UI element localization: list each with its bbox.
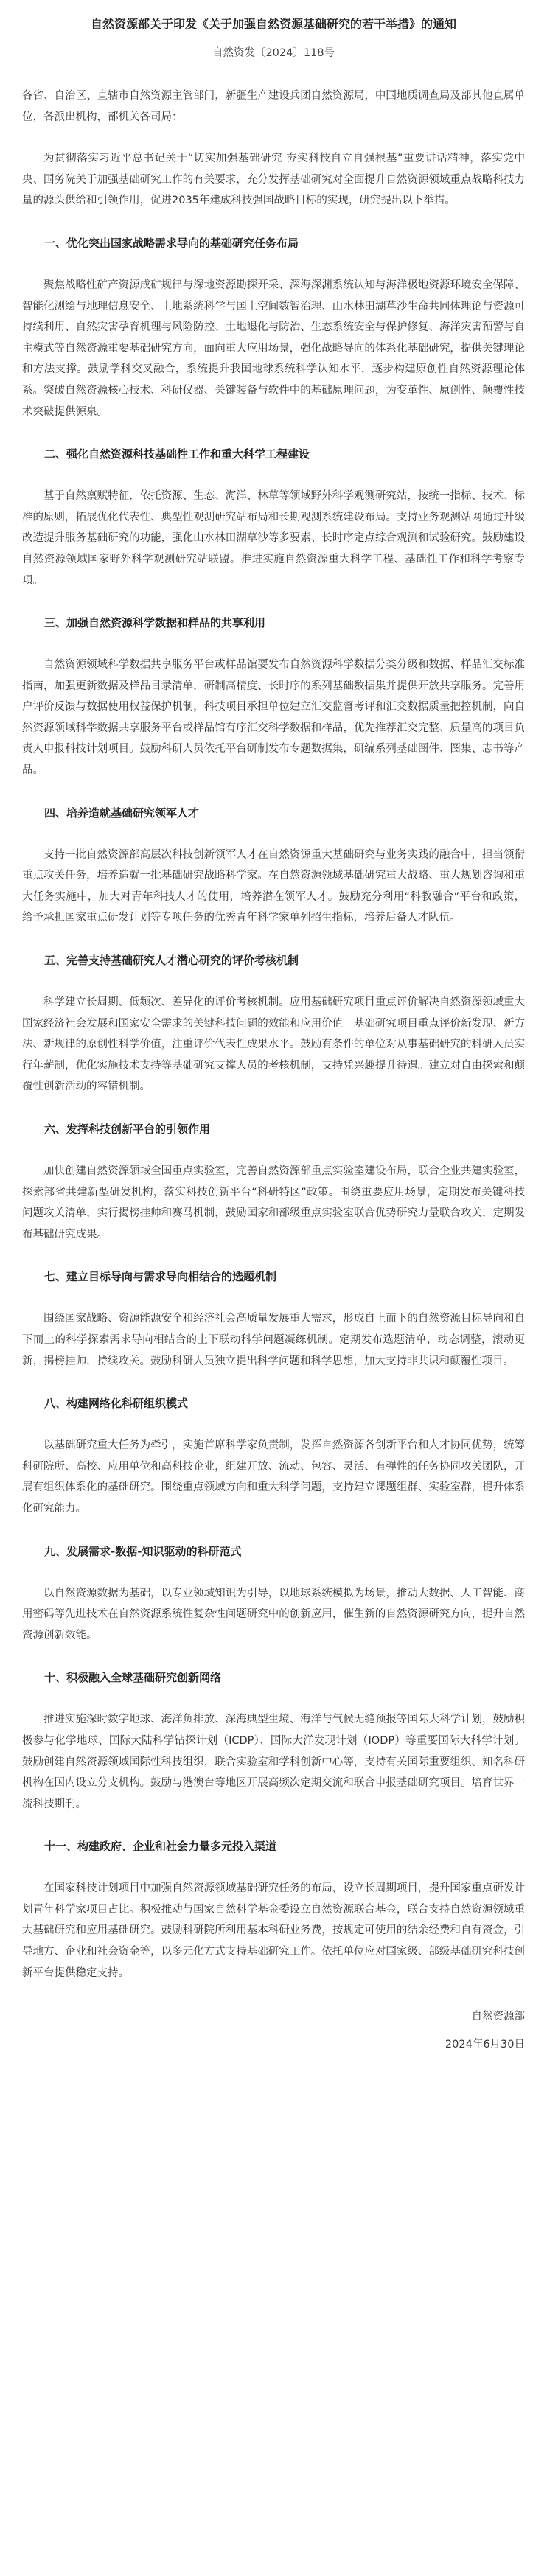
section-8-paragraph: 以基础研究重大任务为牵引，实施首席科学家负责制，发挥自然资源各创新平台和人才协同优势，统筹科研院所、高校、应用单位和高科技企业，组建开放、流动、包容、灵活、有弹性的任务协同攻关团队，开展有组织体系化的基础研究。围绕重点领域方向和重大科学问题，支持建立课题组群、实验室群，提升体系化研究能力。 (22, 1439, 525, 1515)
document-title: 自然资源部关于印发《关于加强自然资源基础研究的若干举措》的通知 (90, 17, 456, 31)
issuer-signature: 自然资源部 (471, 2011, 525, 2023)
section-heading-9: 九、发展需求-数据-知识驱动的科研范式 (44, 1544, 242, 1558)
section-11-paragraph: 在国家科技计划项目中加强自然资源领域基础研究任务的布局，设立长周期项目，提升国家重点研发计划青年科学家项目占比。积极推动与国家自然科学基金委设立自然资源联合基金，联合支持自然资源领域重大基础研究和应用基础研究。鼓励科研院所利用基本科研业务费，按规定可使用的结余经费和自有资金，引导地方、企业和社会资金等，以多元化方式支持基础研究工作。依托单位应对国家级、部级基础研究科技创新平台提供稳定支持。 (22, 1882, 525, 1979)
section-heading-5: 五、完善支持基础研究人才潜心研究的评价考核机制 (44, 954, 299, 968)
section-heading-6: 六、发挥科技创新平台的引领作用 (44, 1123, 211, 1136)
section-heading-8: 八、构建网络化科研组织模式 (44, 1397, 189, 1411)
section-2-paragraph: 基于自然禀赋特征，依托资源、生态、海洋、林草等领域野外科学观测研究站，按统一指标、技术、标准的原则，拓展优化代表性、典型性观测研究站布局和长期观测系统建设布局。支持业务观测站网通过升级改造提升服务基础研究的功能，强化山水林田湖草沙等多要素、长时序定点综合观测和试验研究。鼓励建设自然资源领域国家野外科学观测研究站联盟。推进实施自然资源重大科学工程、基础性工作和科学考察专项。 (22, 490, 525, 587)
section-6-paragraph: 加快创建自然资源领域全国重点实验室，完善自然资源部重点实验室建设布局，联合企业共建实验室，探索部省共建新型研发机构，落实科技创新平台“科研特区”政策。围绕重要应用场景，定期发布关键科技问题攻关清单，实行揭榜挂帅和赛马机制，鼓励国家和部级重点实验室联合优势研究力量联合攻关，定期发布基础研究成果。 (22, 1165, 525, 1240)
section-heading-7: 七、建立目标导向与需求导向相结合的选题机制 (44, 1270, 277, 1284)
issue-date: 2024年6月30日 (445, 2039, 525, 2051)
section-7-paragraph: 围绕国家战略、资源能源安全和经济社会高质量发展重大需求，形成自上而下的自然资源目标导向和自下而上的科学探索需求导向相结合的上下联动科学问题凝练机制。定期发布选题清单，动态调整，滚动更新，揭榜挂帅，持续攻关。鼓励科研人员独立提出科学问题和科学思想，加大支持非共识和颠覆性项目。 (22, 1313, 525, 1367)
section-9-paragraph: 以自然资源数据为基础，以专业领域知识为引导，以地球系统模拟为场景，推动大数据、人工智能、商用密码等先进技术在自然资源系统性复杂性问题研究中的创新应用，催生新的自然资源研究方向，提升自然资源创新效能。 (22, 1587, 525, 1641)
section-heading-10: 十、积极融入全球基础研究创新网络 (44, 1671, 222, 1685)
section-heading-3: 三、加强自然资源科学数据和样品的共享利用 (44, 616, 266, 630)
section-heading-4: 四、培养造就基础研究领军人才 (44, 806, 200, 820)
intro-paragraph: 为贯彻落实习近平总书记关于“切实加强基础研究 夯实科技自立自强根基”重要讲话精神，落实党中央、国务院关于加强基础研究工作的有关要求，充分发挥基础研究对全面提升自然资源领域重点战略科技力量的源头供给和引领作用，促进2035年建成科技强国战略目标的实现，研究提出以下举措。 (22, 153, 525, 207)
document-number: 自然资发〔2024〕118号 (212, 47, 335, 59)
section-1-paragraph: 聚焦战略性矿产资源成矿规律与深地资源勘探开采、深海深渊系统认知与海洋极地资源环境安全保障、智能化测绘与地理信息安全、土地系统科学与国土空间数智治理、山水林田湖草沙生命共同体理论与资源可持续利用、自然灾害孕育机理与风险防控、土地退化与防治、生态系统安全与保护修复、海洋灾害预警与自主模式等自然资源重要基础研究方向，面向重大应用场景，强化战略导向的体系化基础研究，提供关键理论和方法支撑。鼓励学科交叉融合，系统提升我国地球系统科学认知水平，逐步构建原创性自然资源理论体系。突破自然资源核心技术、科研仪器、关键装备与软件中的基础原理问题，为变革性、原创性、颠覆性技术突破提供源泉。 (22, 279, 525, 418)
section-5-paragraph: 科学建立长周期、低频次、差异化的评价考核机制。应用基础研究项目重点评价解决自然资源领域重大国家经济社会发展和国家安全需求的关键科技问题的效能和应用价值。基础研究项目重点评价新发现、新方法、新规律的原创性科学价值，注重评价代表性成果水平。鼓励有条件的单位对从事基础研究的科研人员实行年薪制，优化实施技术支持等基础研究支撑人员的考核机制，支持凭兴趣提升待遇。建立对自由探索和颠覆性创新活动的容错机制。 (22, 996, 525, 1093)
section-10-paragraph: 推进实施深时数字地球、海洋负排放、深海典型生境、海洋与气候无缝预报等国际大科学计划，鼓励积极参与化学地球、国际大陆科学钻探计划（ICDP）、国际大洋发现计划（IODP）等重要国际大科学计划。鼓励创建自然资源领域国际性科技组织，联合实验室和学科创新中心等，支持有关国际重要组织、知名科研机构在国内设立分支机构。鼓励与港澳台等地区开展高频次定期交流和联合申报基础研究项目。培育世界一流科技期刊。 (22, 1714, 525, 1810)
section-heading-1: 一、优化突出国家战略需求导向的基础研究任务布局 (44, 236, 299, 250)
section-4-paragraph: 支持一批自然资源部高层次科技创新领军人才在自然资源重大基础研究与业务实践的融合中，担当领衔重点攻关任务，培养造就一批基础研究战略科学家。在自然资源领域基础研究重大战略、重大规划咨询和重大任务实施中，加大对青年科技人才的使用，培养潜在领军人才。鼓励充分利用“科教融合”平台和政策，给予承担国家重点研发计划等专项任务的优秀青年科学家单列招生指标，培养后备人才队伍。 (22, 848, 525, 924)
recipients-line: 各省、自治区、直辖市自然资源主管部门，新疆生产建设兵团自然资源局，中国地质调查局及部其他直属单位，各派出机构，部机关各司局： (22, 90, 525, 123)
section-3-paragraph: 自然资源领域科学数据共享服务平台或样品馆要发布自然资源科学数据分类分级和数据、样品汇交标准指南，加强更新数据及样品目录清单，研制高精度、长时序的系列基础数据集并提供开放共享服务。完善用户评价反馈与数据使用权益保护机制，科技项目承担单位建立汇交监督考评和汇交数据质量把控机制，向自然资源领域科学数据共享服务平台或样品馆有序汇交科学数据和样品，优先推荐汇交完整、质量高的项目负责人申报科技计划项目。鼓励科研人员依托平台研制发布专题数据集，研编系列基础图件、图集、志书等产品。 (22, 659, 525, 777)
section-heading-11: 十一、构建政府、企业和社会力量多元投入渠道 (44, 1840, 277, 1854)
section-heading-2: 二、强化自然资源科技基础性工作和重大科学工程建设 (44, 447, 310, 461)
